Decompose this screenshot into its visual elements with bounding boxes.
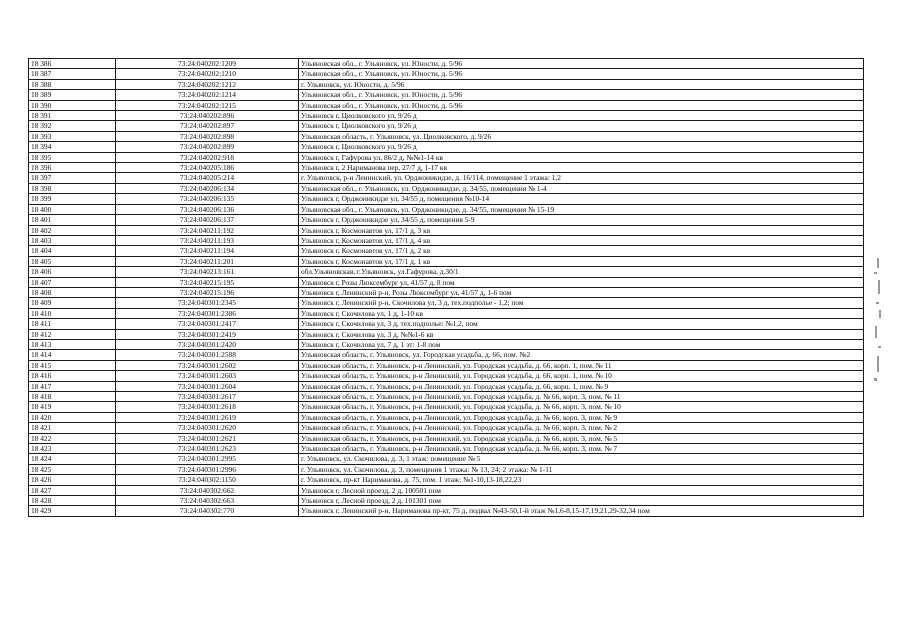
row-number-cell: 18 386 [29,59,116,69]
row-number-cell: 18 389 [29,90,116,100]
table-row [29,423,864,433]
cadastral-number-cell: 73:24:040215:196 [116,287,299,297]
table-row [29,381,864,391]
cadastral-number-cell: 73:24:040301:2619 [116,412,299,422]
table-row [29,339,864,349]
address-cell: Ульяновск г, 2 Нариманова пер, 27/7 д, 1-17 кв [299,163,864,173]
cadastral-number-cell: 73:24:040301:2603 [116,371,299,381]
address-cell: Ульяновская область, г. Ульяновск, р-н Ленинский, ул. Городская усадьба, д. № 66, корп. 3, пом. № 7 [299,444,864,454]
address-cell: Ульяновская область, г. Ульяновск, р-н Ленинский, ул. Городская усадьба, д. 66, корп. 1, пом. № 11 [299,360,864,370]
row-number-cell: 18 419 [29,402,116,412]
cadastral-number-cell: 73:24:040206:135 [116,194,299,204]
cadastral-number-cell: 73:24:040211:193 [116,235,299,245]
row-number-cell: 18 413 [29,339,116,349]
table-row [29,392,864,402]
cadastral-number-cell: 73:24:040301:2995 [116,454,299,464]
address-cell: Ульяновск г, Космонавтов ул, 17/1 д, 1 кв [299,256,864,266]
table-row [29,329,864,339]
cadastral-number-cell: 73:24:040301:2420 [116,339,299,349]
table-row [29,100,864,110]
cadastral-number-cell: 73:24:040202:899 [116,142,299,152]
row-number-cell: 18 387 [29,69,116,79]
cadastral-number-cell: 73:24:040202:1215 [116,100,299,110]
row-number-cell: 18 391 [29,111,116,121]
row-number-cell: 18 411 [29,319,116,329]
row-number-cell: 18 428 [29,496,116,506]
cadastral-number-cell: 73:24:040205:186 [116,163,299,173]
address-cell: Ульяновск г, Скочилова ул, 3 д, №№1-6 кв [299,329,864,339]
cadastral-number-cell: 73:24:040202:896 [116,111,299,121]
table-row [29,131,864,141]
table-row [29,485,864,495]
table-row [29,360,864,370]
cadastral-number-cell: 73:24:040206:136 [116,204,299,214]
row-number-cell: 18 414 [29,350,116,360]
table-row [29,454,864,464]
row-number-cell: 18 401 [29,215,116,225]
table-row [29,308,864,318]
address-cell: Ульяновск г, Ленинский р-н, Нариманова пр-кт, 75 д, подвал №43-50,1-й этаж №1,6-8,15-17,19,21,29-32,34 пом [299,506,864,516]
address-cell: Ульяновск г, Лесной проезд, 2 д, 101301 пом [299,496,864,506]
address-cell: Ульяновская область, г. Ульяновск, ул. Городская усадьба, д. 66, пом. №2 [299,350,864,360]
table-row [29,204,864,214]
address-cell: Ульяновск г, Ленинский р-н, Розы Люксембург ул, 41/57 д, 1-6 пом [299,287,864,297]
table-row [29,121,864,131]
row-number-cell: 18 422 [29,433,116,443]
row-number-cell: 18 417 [29,381,116,391]
cadastral-number-cell: 73:24:040202:1210 [116,69,299,79]
address-cell: Ульяновская обл., г. Ульяновск, ул. Юности, д. 5/96 [299,90,864,100]
address-cell: Ульяновская обл., г. Ульяновск, ул. Орджоникидзе, д. 34/55, помещения № 15-19 [299,204,864,214]
cadastral-number-cell: 73:24:040302:663 [116,496,299,506]
cadastral-number-cell: 73:24:040202:898 [116,131,299,141]
table-row [29,277,864,287]
address-cell: г. Ульяновск, ул. Скочилова, д. 3, 1 этаж: помещение № 5 [299,454,864,464]
table-row [29,496,864,506]
address-cell: Ульяновск г, Космонавтов ул, 17/1 д, 2 кв [299,246,864,256]
address-cell: Ульяновская область, г. Ульяновск, р-н Ленинский, ул. Городская усадьба, д. 66, корп. 1, пом. № 10 [299,371,864,381]
address-cell: Ульяновск г, Лесной проезд, 2 д, 100501 пом [299,485,864,495]
address-cell: Ульяновск г, Циолковского ул, 9/26 д [299,121,864,131]
row-number-cell: 18 425 [29,464,116,474]
address-cell: Ульяновск г, Орджоникидзе ул, 34/55 д, помещения №10-14 [299,194,864,204]
row-number-cell: 18 405 [29,256,116,266]
table-row [29,319,864,329]
cadastral-number-cell: 73:24:040301:2617 [116,392,299,402]
row-number-cell: 18 399 [29,194,116,204]
address-cell: Ульяновская область, г. Ульяновск, ул. Циолковского, д. 9/26 [299,131,864,141]
table-row [29,256,864,266]
address-cell: Ульяновск г, Розы Люксембург ул, 41/57 д, 8 пом [299,277,864,287]
address-cell: Ульяновск г, Циолковского ул, 9/26 д [299,111,864,121]
address-cell: Ульяновская область, г. Ульяновск, р-н Ленинский, ул. Городская усадьба, д. 66, корп. 1, пом. № 9 [299,381,864,391]
table-row [29,194,864,204]
address-cell: Ульяновская обл., г. Ульяновск, ул. Юности, д. 5/96 [299,69,864,79]
row-number-cell: 18 410 [29,308,116,318]
table-row [29,350,864,360]
address-cell: Ульяновская область, г. Ульяновск, р-н Ленинский, ул. Городская усадьба, д. № 66, корп. 3, пом. № 10 [299,402,864,412]
cadastral-number-cell: 73:24:040301:2588 [116,350,299,360]
row-number-cell: 18 394 [29,142,116,152]
cadastral-number-cell: 73:24:040301:2386 [116,308,299,318]
row-number-cell: 18 429 [29,506,116,516]
cadastral-number-cell: 73:24:040211:194 [116,246,299,256]
table-row [29,464,864,474]
row-number-cell: 18 406 [29,267,116,277]
address-cell: обл.Ульяновская, г.Ульяновск, ул.Гафурова, д.30/1 [299,267,864,277]
table-row [29,163,864,173]
row-number-cell: 18 393 [29,131,116,141]
row-number-cell: 18 409 [29,298,116,308]
cadastral-number-cell: 73:24:040206:137 [116,215,299,225]
row-number-cell: 18 421 [29,423,116,433]
row-number-cell: 18 423 [29,444,116,454]
row-number-cell: 18 395 [29,152,116,162]
address-cell: г. Ульяновск, р-н Ленинский, ул. Орджоникидзе, д. 16/114, помещение 1 этажа: 1,2 [299,173,864,183]
address-cell: Ульяновская область, г. Ульяновск, р-н Ленинский, ул. Городская усадьба, д. № 66, корп. 3, пом. № 11 [299,392,864,402]
cadastral-number-cell: 73:24:040301:2620 [116,423,299,433]
cadastral-number-cell: 73:24:040211:192 [116,225,299,235]
property-registry-table [28,58,864,517]
address-cell: Ульяновская обл., г. Ульяновск, ул. Орджоникидзе, д. 34/55, помещения № 1-4 [299,183,864,193]
address-cell: Ульяновск г, Космонавтов ул, 17/1 д, 4 кв [299,235,864,245]
table-row [29,69,864,79]
cadastral-number-cell: 73:24:040301:2419 [116,329,299,339]
table-row [29,402,864,412]
margin-stamp-marks [868,258,888,388]
row-number-cell: 18 390 [29,100,116,110]
address-cell: Ульяновская обл., г. Ульяновск, ул. Юности, д. 5/96 [299,100,864,110]
table-row [29,59,864,69]
table-row [29,371,864,381]
row-number-cell: 18 412 [29,329,116,339]
address-cell: Ульяновск г, Космонавтов ул, 17/1 д, 3 кв [299,225,864,235]
table-row [29,173,864,183]
address-cell: Ульяновск г, Гафурова ул, 86/2 д, №№1-14 кв [299,152,864,162]
row-number-cell: 18 398 [29,183,116,193]
cadastral-number-cell: 73:24:040202:918 [116,152,299,162]
address-cell: Ульяновская область, г. Ульяновск, р-н Ленинский, ул. Городская усадьба, д. № 66, корп. 3, пом. № 5 [299,433,864,443]
table-row [29,287,864,297]
cadastral-number-cell: 73:24:040205:214 [116,173,299,183]
row-number-cell: 18 396 [29,163,116,173]
address-cell: Ульяновская область, г. Ульяновск, р-н Ленинский, ул. Городская усадьба, д. № 66, корп. 3, пом. № 9 [299,412,864,422]
address-cell: Ульяновск г, Скочилова ул, 7 д, 1 эт: 1-8 пом [299,339,864,349]
row-number-cell: 18 403 [29,235,116,245]
table-row [29,433,864,443]
address-cell: Ульяновская область, г. Ульяновск, р-н Ленинский, ул. Городская усадьба, д. № 66, корп. 3, пом. № 2 [299,423,864,433]
table-row [29,225,864,235]
row-number-cell: 18 397 [29,173,116,183]
table-row [29,79,864,89]
cadastral-number-cell: 73:24:040301:2604 [116,381,299,391]
row-number-cell: 18 427 [29,485,116,495]
cadastral-number-cell: 73:24:040211:201 [116,256,299,266]
address-cell: Ульяновск г, Ленинский р-н, Скочилова ул, 3 д, тех.подполье - 1,2; пом [299,298,864,308]
table-row [29,444,864,454]
cadastral-number-cell: 73:24:040213:161 [116,267,299,277]
row-number-cell: 18 408 [29,287,116,297]
cadastral-number-cell: 73:24:040301:2621 [116,433,299,443]
registry-sheet [28,58,858,517]
row-number-cell: 18 415 [29,360,116,370]
row-number-cell: 18 404 [29,246,116,256]
table-row [29,298,864,308]
row-number-cell: 18 388 [29,79,116,89]
address-cell: г. Ульяновск, ул. Юности, д. 5/96 [299,79,864,89]
table-row [29,111,864,121]
table-row [29,215,864,225]
cadastral-number-cell: 73:24:040202:897 [116,121,299,131]
address-cell: г. Ульяновск, ул. Скочилова, д. 3, помещения 1 этажа: № 13, 24; 2 этажа: № 1-11 [299,464,864,474]
address-cell: Ульяновск г, Циолковского ул, 9/26 д [299,142,864,152]
row-number-cell: 18 426 [29,475,116,485]
registry-table-body [29,59,864,517]
table-row [29,142,864,152]
row-number-cell: 18 416 [29,371,116,381]
table-row [29,152,864,162]
address-cell: Ульяновск г, Скочилова ул, 1 д, 1-10 кв [299,308,864,318]
cadastral-number-cell: 73:24:040301:2417 [116,319,299,329]
cadastral-number-cell: 73:24:040302:770 [116,506,299,516]
cadastral-number-cell: 73:24:040206:134 [116,183,299,193]
cadastral-number-cell: 73:24:040301:2996 [116,464,299,474]
cadastral-number-cell: 73:24:040302:1150 [116,475,299,485]
table-row [29,412,864,422]
cadastral-number-cell: 73:24:040215:195 [116,277,299,287]
address-cell: Ульяновск г, Орджоникидзе ул, 34/55 д, помещения 5-9 [299,215,864,225]
table-row [29,267,864,277]
row-number-cell: 18 407 [29,277,116,287]
address-cell: г. Ульяновск, пр-кт Нариманова, д. 75, пом. 1 этаж: №1-10,13-18,22,23 [299,475,864,485]
cadastral-number-cell: 73:24:040202:1214 [116,90,299,100]
row-number-cell: 18 418 [29,392,116,402]
table-row [29,235,864,245]
table-row [29,183,864,193]
cadastral-number-cell: 73:24:040202:1209 [116,59,299,69]
cadastral-number-cell: 73:24:040301:2602 [116,360,299,370]
cadastral-number-cell: 73:24:040302:662 [116,485,299,495]
cadastral-number-cell: 73:24:040202:1212 [116,79,299,89]
address-cell: Ульяновск г, Скочилова ул, 3 д, тех.подполье: №1,2, пом [299,319,864,329]
row-number-cell: 18 400 [29,204,116,214]
table-row [29,506,864,516]
row-number-cell: 18 424 [29,454,116,464]
cadastral-number-cell: 73:24:040301:2345 [116,298,299,308]
row-number-cell: 18 402 [29,225,116,235]
table-row [29,475,864,485]
table-row [29,90,864,100]
address-cell: Ульяновская обл., г. Ульяновск, ул. Юности, д. 5/96 [299,59,864,69]
table-row [29,246,864,256]
row-number-cell: 18 420 [29,412,116,422]
cadastral-number-cell: 73:24:040301:2618 [116,402,299,412]
cadastral-number-cell: 73:24:040301:2623 [116,444,299,454]
row-number-cell: 18 392 [29,121,116,131]
